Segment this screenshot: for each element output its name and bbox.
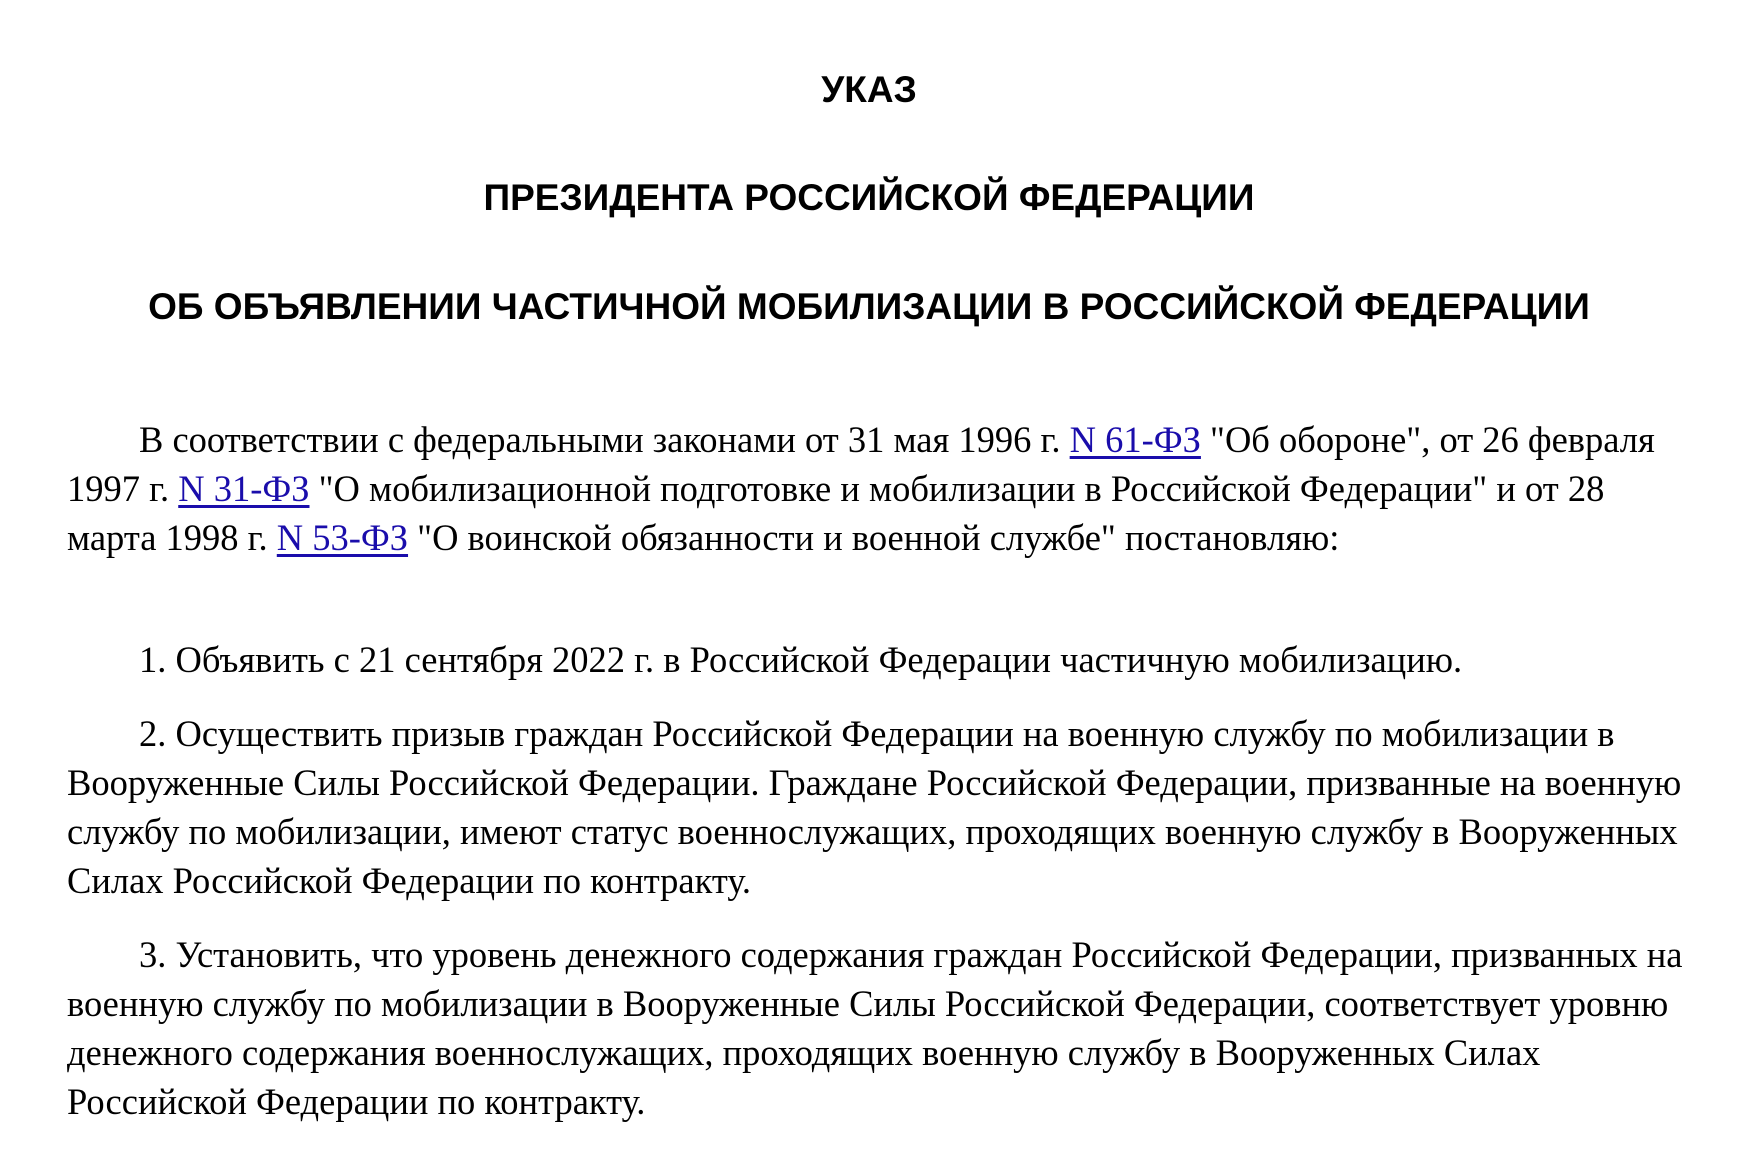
law-link-31-fz[interactable]: N 31-ФЗ	[178, 468, 310, 509]
preamble-text-1: В соответствии с федеральными законами от 31 мая 1996 г.	[139, 419, 1070, 460]
issuer-heading: ПРЕЗИДЕНТА РОССИЙСКОЙ ФЕДЕРАЦИИ	[483, 177, 1255, 218]
clause-3-paragraph: 3. Установить, что уровень денежного содержания граждан Российской Федерации, призванных на военную службу по мобилизации в Вооруженные Силы Российской Федерации, соответствует уровню денежного содержания военнослужащих, проходящих военную службу в Вооруженных Силах Российской Федерации по контракту.	[67, 934, 1683, 1122]
preamble-text-2: "Об обороне", от 26 февраля 1997 г.	[67, 419, 1655, 509]
decree-title-heading: ОБ ОБЪЯВЛЕНИИ ЧАСТИЧНОЙ МОБИЛИЗАЦИИ В РОССИЙСКОЙ ФЕДЕРАЦИИ	[148, 286, 1590, 327]
preamble-paragraph	[67, 415, 1692, 562]
document-type-heading: УКАЗ	[821, 69, 917, 110]
law-link-53-fz[interactable]: N 53-ФЗ	[276, 517, 409, 558]
clause-1-paragraph: 1. Объявить с 21 сентября 2022 г. в Российской Федерации частичную мобилизацию.	[139, 639, 1463, 680]
law-link-61-fz[interactable]: N 61-ФЗ	[1069, 419, 1201, 460]
preamble-text-3: "О мобилизационной подготовке и мобилизации в Российской Федерации" и от 28 марта 1998 г.	[67, 468, 1605, 558]
preamble-text-4: "О воинской обязанности и военной службе" постановляю:	[408, 517, 1340, 558]
clause-2-paragraph: 2. Осуществить призыв граждан Российской Федерации на военную службу по мобилизации в Вооруженные Силы Российской Федерации. Граждане Российской Федерации, призванные на военную службу по мобилизации, имеют статус военнослужащих, проходящих военную службу в Вооруженных Силах Российской Федерации по контракту.	[67, 713, 1682, 901]
